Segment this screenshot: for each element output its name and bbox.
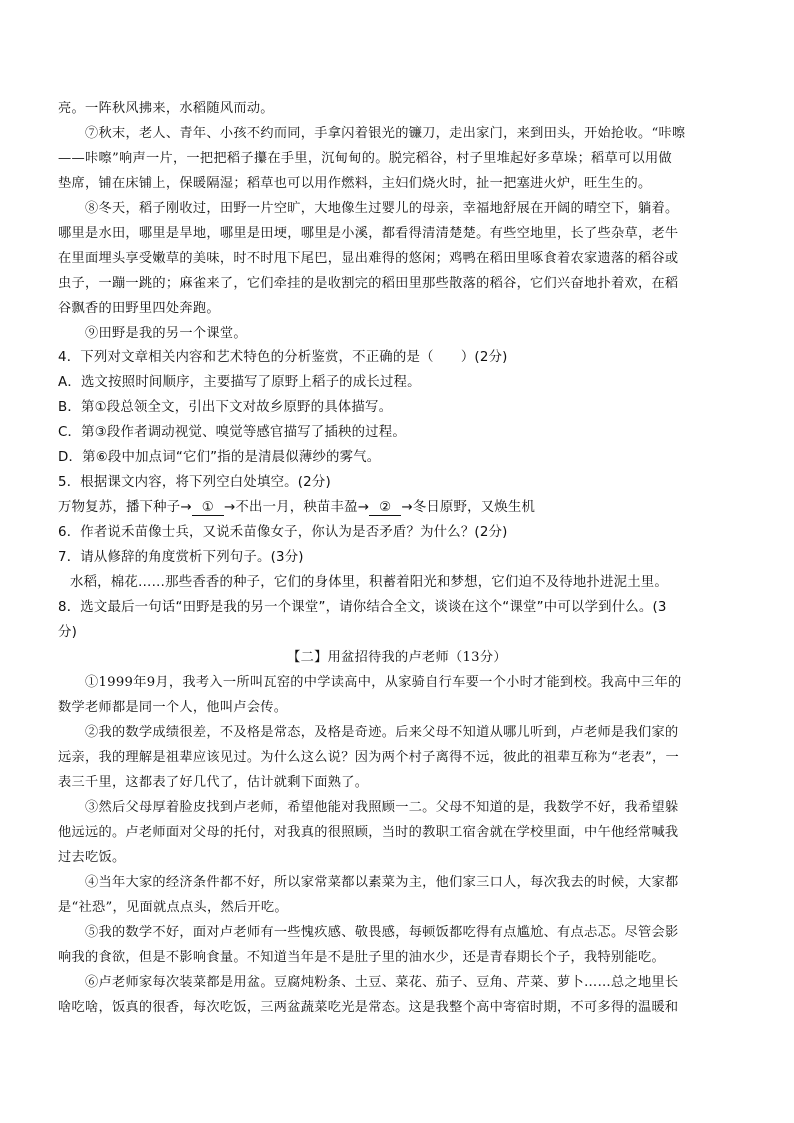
section-2-para5-line-2: 响我的食欲，但是不影响食量。不知道当年是不是肚子里的油水少，还是青春期长个子，我特别能吃。 (58, 950, 665, 965)
question-4-option-a: A．选文按照时间顺序，主要描写了原野上稻子的成长过程。 (58, 375, 421, 390)
passage1-line-1: 亮。一阵秋风拂来，水稻随风而动。 (58, 101, 274, 116)
passage1-para7-line-3: 垫席，铺在床铺上，保暖隔湿；稻草也可以用作燃料，主妇们烧火时，扯一把塞进火炉，旺生生的。 (58, 176, 652, 191)
passage1-para8-line-2: 哪里是水田，哪里是旱地，哪里是田埂，哪里是小溪，都看得清清楚楚。有些空地里，长了些杂草，老牛 (58, 226, 679, 241)
section-2-para4-line-2: 是“社恐”，见面就点点头，然后开吃。 (58, 900, 288, 915)
section-2-para3-line-1: ③然后父母厚着脸皮找到卢老师，希望他能对我照顾一二。父母不知道的是，我数学不好，我希望躲 (85, 800, 679, 815)
section-2-para2-line-2: 远亲，我的理解是祖辈应该见过。为什么这么说？因为两个村子离得不远，彼此的祖辈互称为“老表”，一 (58, 750, 680, 765)
question-5-prefix: 万物复苏，播下种子→ (58, 500, 192, 515)
passage1-para8-line-5: 谷飘香的田野里四处奔跑。 (58, 301, 220, 316)
question-4-option-b: B．第①段总领全文，引出下文对故乡原野的具体描写。 (58, 400, 393, 415)
section-2-para2-line-3: 表三千里，这都表了好几代了，估计就剩下面熟了。 (58, 775, 369, 790)
question-8-line-2: 分) (58, 625, 78, 640)
passage1-para8-line-4: 虫子，一蹦一跳的；麻雀来了，它们牵挂的是收割完的稻田里那些散落的稻谷，它们兴奋地扑着欢，在稻 (58, 276, 679, 291)
question-5-blank-2[interactable]: ② (369, 501, 401, 516)
section-2-para5-line-1: ⑤我的数学不好，面对卢老师有一些愧疚感、敬畏感，每顿饭都吃得有点尴尬、有点忐忑。尽管会影 (85, 925, 679, 940)
section-2-para1-line-2: 数学老师都是同一个人，他叫卢会传。 (58, 700, 288, 715)
passage1-para8-line-3: 在里面埋头享受嫩草的美味，时不时甩下尾巴，显出难得的悠闲；鸡鸭在稻田里啄食着农家遗落的稻谷或 (58, 251, 679, 266)
section-2-para3-line-2: 他远远的。卢老师面对父母的托付，对我真的很照顾，当时的教职工宿舍就在学校里面，中午他经常喊我 (58, 825, 679, 840)
question-5-suffix: →冬日原野，又焕生机 (401, 500, 536, 515)
section-2-title: 【二】用盆招待我的卢老师（13分） (287, 650, 507, 665)
passage1-para7-line-2: ——咔嚓”响声一片，一把把稻子攥在手里，沉甸甸的。脱完稻谷，村子里堆起好多草垛；稻草可以用做 (58, 151, 672, 166)
section-2-para1-line-1: ①1999年9月，我考入一所叫瓦窑的中学读高中，从家骑自行车要一个小时才能到校。我高中三年的 (85, 675, 682, 690)
question-8-line-1: 8．选文最后一句话“田野是我的另一个课堂”，请你结合全文，谈谈在这个“课堂”中可以学到什么。(3 (58, 600, 667, 615)
section-2-para6-line-1: ⑥卢老师家每次装菜都是用盆。豆腐炖粉条、土豆、菜花、茄子、豆角、芹菜、萝卜……总之地里长 (85, 975, 679, 990)
question-4: 4．下列对文章相关内容和艺术特色的分析鉴赏，不正确的是（ ）(2分) (58, 350, 508, 365)
question-5-blank-1[interactable]: ① (192, 501, 224, 516)
question-5-middle: →不出一月，秧苗丰盈→ (223, 500, 370, 515)
question-5-fill-line (58, 499, 535, 517)
section-2-para6-line-2: 啥吃啥，饭真的很香，每次吃饭，三两盆蔬菜吃光是常态。这是我整个高中寄宿时期，不可多得的温暖和 (58, 1000, 679, 1015)
passage1-para8-line-1: ⑧冬天，稻子刚收过，田野一片空旷，大地像生过婴儿的母亲，幸福地舒展在开阔的晴空下，躺着。 (85, 201, 679, 216)
section-2-para4-line-1: ④当年大家的经济条件都不好，所以家常菜都以素菜为主，他们家三口人，每次我去的时候，大家都 (85, 875, 679, 890)
question-6: 6．作者说禾苗像士兵，又说禾苗像女子，你认为是否矛盾？为什么？(2分) (58, 525, 508, 540)
passage1-para9: ⑨田野是我的另一个课堂。 (85, 326, 247, 341)
question-7-sentence: 水稻，棉花……那些香香的种子，它们的身体里，积蓄着阳光和梦想，它们迫不及待地扑进泥土里。 (70, 575, 668, 590)
question-4-option-d: D．第⑥段中加点词“它们”指的是清晨似薄纱的雾气。 (58, 450, 381, 465)
question-7: 7．请从修辞的角度赏析下列句子。(3分) (58, 550, 304, 565)
question-4-option-c: C．第③段作者调动视觉、嗅觉等感官描写了插秧的过程。 (58, 425, 406, 440)
passage1-para7-line-1: ⑦秋末，老人、青年、小孩不约而同，手拿闪着银光的镰刀，走出家门，来到田头，开始抢收。“咔嚓 (85, 126, 686, 141)
section-2-para2-line-1: ②我的数学成绩很差，不及格是常态，及格是奇迹。后来父母不知道从哪儿听到，卢老师是我们家的 (85, 725, 679, 740)
question-5: 5．根据课文内容，将下列空白处填空。(2分) (58, 475, 331, 490)
section-2-para3-line-3: 过去吃饭。 (58, 850, 126, 865)
